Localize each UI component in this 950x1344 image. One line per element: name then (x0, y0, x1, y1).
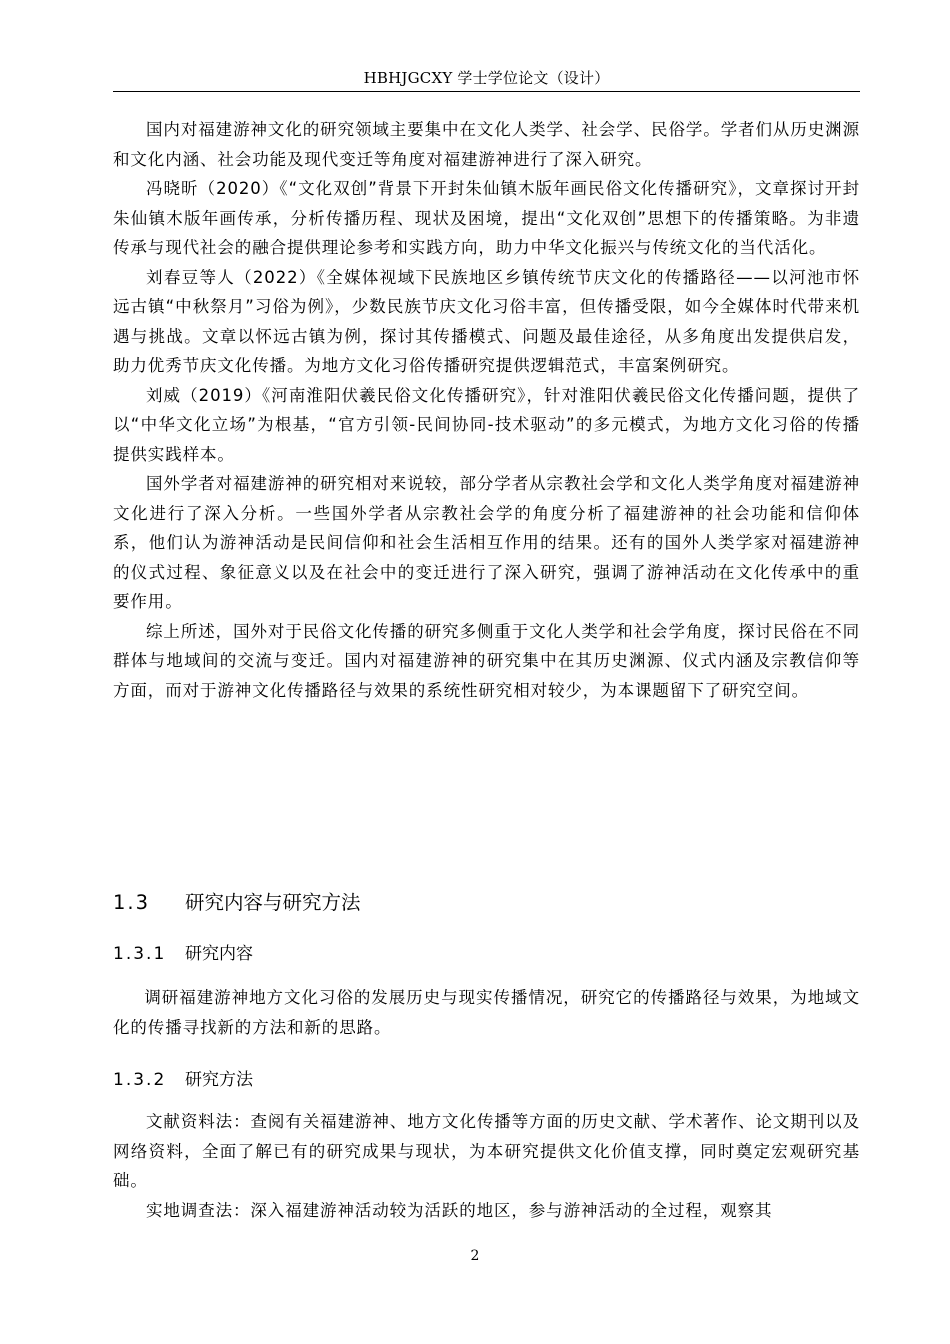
running-header: HBHJGCXY 学士学位论文（设计） (363, 69, 610, 87)
section-heading (113, 890, 361, 916)
subsection-title: 研究内容 (185, 944, 253, 964)
section-title: 研究内容与研究方法 (185, 891, 361, 914)
subsection-number: 1.3.2 (113, 1070, 167, 1090)
subsection-title: 研究方法 (185, 1070, 253, 1090)
research-content-body (113, 983, 860, 1042)
paragraph: 国内对福建游神文化的研究领域主要集中在文化人类学、社会学、民俗学。学者们从历史渊源和文化内涵、社会功能及现代变迁等角度对福建游神进行了深入研究。 (113, 120, 860, 169)
subsection-heading (113, 1068, 253, 1092)
paragraph: 文献资料法：查阅有关福建游神、地方文化传播等方面的历史文献、学术著作、论文期刊以及网络资料，全面了解已有的研究成果与现状，为本研究提供文化价值支撑，同时奠定宏观研究基础。 (113, 1112, 860, 1190)
section-number: 1.3 (113, 891, 151, 914)
page-number: 2 (470, 1248, 480, 1264)
paragraph: 冯晓昕（2020）《“文化双创”背景下开封朱仙镇木版年画民俗文化传播研究》，文章探讨开封朱仙镇木版年画传承，分析传播历程、现状及困境，提出“文化双创”思想下的传播策略。为非遗传承与现代社会的融合提供理论参考和实践方向，助力中华文化振兴与传统文化的当代活化。 (113, 179, 860, 257)
literature-review-body (113, 115, 860, 705)
paragraph: 刘威（2019）《河南淮阳伏羲民俗文化传播研究》，针对淮阳伏羲民俗文化传播问题，提供了以“中华文化立场”为根基，“官方引领-民间协同-技术驱动”的多元模式，为地方文化习俗的传播提供实践样本。 (113, 385, 860, 464)
subsection-number: 1.3.1 (113, 944, 167, 964)
paragraph: 调研福建游神地方文化习俗的发展历史与现实传播情况，研究它的传播路径与效果，为地域文化的传播寻找新的方法和新的思路。 (113, 988, 860, 1037)
paragraph: 国外学者对福建游神的研究相对来说较，部分学者从宗教社会学和文化人类学角度对福建游神文化进行了深入分析。一些国外学者从宗教社会学的角度分析了福建游神的社会功能和信仰体系，他们认为游神活动是民间信仰和社会生活相互作用的结果。还有的国外人类学家对福建游神的仪式过程、象征意义以及在社会中的变迁进行了深入研究，强调了游神活动在文化传承中的重要作用。 (113, 474, 860, 611)
paragraph: 综上所述，国外对于民俗文化传播的研究多侧重于文化人类学和社会学角度，探讨民俗在不同群体与地域间的交流与变迁。国内对福建游神的研究集中在其历史渊源、仪式内涵及宗教信仰等方面，而对于游神文化传播路径与效果的系统性研究相对较少，为本课题留下了研究空间。 (113, 621, 860, 700)
paragraph: 刘春豆等人（2022）《全媒体视域下民族地区乡镇传统节庆文化的传播路径——以河池市怀远古镇“中秋祭月”习俗为例》，少数民族节庆文化习俗丰富，但传播受限，如今全媒体时代带来机遇与挑战。文章以怀远古镇为例，探讨其传播模式、问题及最佳途径，从多角度出发提供启发，助力优秀节庆文化传播。为地方文化习俗传播研究提供逻辑范式，丰富案例研究。 (113, 267, 860, 375)
research-methods-body (113, 1107, 860, 1225)
header-rule (113, 91, 860, 92)
paragraph: 实地调查法：深入福建游神活动较为活跃的地区，参与游神活动的全过程，观察其 (146, 1200, 773, 1220)
subsection-heading (113, 942, 253, 966)
